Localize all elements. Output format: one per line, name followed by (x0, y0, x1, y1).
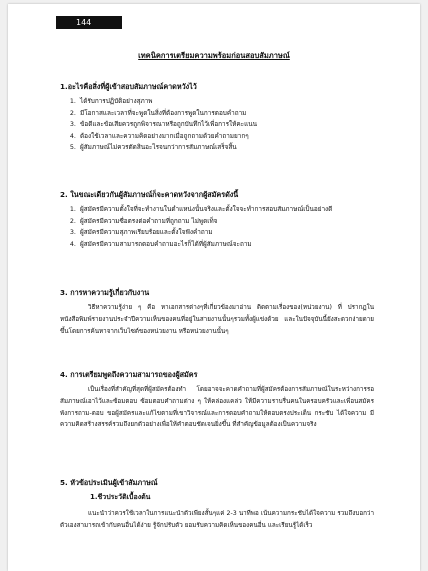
section-2 (60, 190, 374, 250)
section-4 (60, 370, 374, 431)
list-item: 4. ต้องใช้เวลาและความคิดอย่างมากเมื่อถูกถามด้วยคำถามยากๆ (78, 131, 374, 143)
list-item: 2. มีโอกาสและเวลาที่จะพูดในสิ่งที่ต้องการพูดในการตอบคำถาม (78, 108, 374, 120)
list-item: 2. ผู้สมัครมีความซื่อตรงต่อคำถามที่ถูกถาม ไม่พูดเท็จ (78, 216, 374, 228)
section-3-heading: 3. การหาความรู้เกี่ยวกับงาน (60, 288, 150, 297)
list-item: 1. ได้รับการปฏิบัติอย่างสุภาพ (78, 96, 374, 108)
page-number: 144 (56, 16, 122, 29)
section-1 (60, 82, 374, 154)
list-item: 1. ผู้สมัครมีความตั้งใจที่จะทำงานในตำแหน่งนั้นจริงและตั้งใจจะทำการสอบสัมภาษณ์เป็นอย่างดี (78, 204, 374, 216)
section-5-subheading: 1.ชีวประวัติเบื้องต้น (90, 493, 151, 501)
section-2-heading: 2. ในขณะเดียวกันผู้สัมภาษณ์ก็จะคาดหวังจากผู้สมัครดังนี้ (60, 190, 239, 199)
section-3 (60, 288, 374, 337)
list-item: 5. ผู้สัมภาษณ์ไม่ควรตัดสินอะไรจนกว่าการสัมภาษณ์เสร็จสิ้น (78, 142, 374, 154)
list-item: 4. ผู้สมัครมีความสามารถตอบคำถามอะไรก็ได้ที่ผู้สัมภาษณ์จะถาม (78, 239, 374, 251)
section-4-heading: 4. การเตรียมพูดถึงความสามารถของผู้สมัคร (60, 370, 198, 379)
section-3-paragraph (60, 302, 374, 337)
section-1-heading: 1.อะไรคือสิ่งที่ผู้เข้าสอบสัมภาษณ์คาดหวังไว้ (60, 82, 197, 91)
section-5-heading: 5. หัวข้อประเมินผู้เข้าสัมภาษณ์ (60, 478, 158, 487)
section-2-list (60, 204, 374, 250)
section-4-paragraph (60, 384, 374, 431)
section-3-text: วิธีหาความรู้ง่าย ๆ คือ หาเอกสารต่างๆที่เกี่ยวข้องมาอ่าน ติดตามเรื่องของ(หน่วยงาน) ที่ ปรากฏในหนังสือพิมพ์รายงานประจำปีความเห็นของคนที่อยู่ในสายงานนั้นๆรวมทั้งผู้แข่งด้วย และในปัจจุบันนี้ยังสะดวกง่ายดายขึ้นโดยการค้นหาจากเว็บไซต์ของหน่วยงาน หรือหน่วยงานนั้นๆ (60, 304, 374, 335)
document-page (8, 4, 420, 571)
section-1-list (60, 96, 374, 154)
list-item: 3. ผู้สมัครมีความสุภาพเรียบร้อยและตั้งใจฟังคำถาม (78, 227, 374, 239)
document-title: เทคนิคการเตรียมความพร้อมก่อนสอบสัมภาษณ์ (138, 51, 290, 60)
section-4-text: เป็นเรื่องที่สำคัญที่สุดที่ผู้สมัครต้องทำ โดยอาจจะคาดคำถามที่ผู้สมัครต้องการสัมภาษณ์ในระหว่างการรอสัมภาษณ์เอาไว้และซ้อมตอบ ซ้อมตอบคำถามต่าง ๆ ให้คล่องแคล่ว ให้มีความราบรื่นคนในครอบครัวและเพื่อนสมัครพังการถาม-ตอบ ขอผู้สมัครและแก้ไขตามที่เขาวิจารณ์และการตอบคำถามให้ตอบตรงประเด็น กระชับ ได้ใจความ มีความคิดสร้างสรรค์รวมถึงยกตัวอย่างเพื่อให้คำตอบชัดเจนยิ่งขึ้น ที่สำคัญข้อมูลต้องเป็นความจริง (60, 386, 374, 429)
section-5 (60, 478, 374, 532)
section-5-paragraph (60, 508, 374, 532)
section-5-text: แนะนำว่าควรใช้เวลาในการแนะนำตัวเพียงสั้นๆแค่ 2-3 นาทีพอ เน้นความกระชับได้ใจความ รวมถึงบอกว่าตัวเองสามารถเข้ากับคนอื่นได้ง่าย รู้จักปรับตัว ยอมรับความคิดเห็นของคนอื่น และเรียนรู้ได้เร็ว (60, 510, 374, 529)
list-item: 3. ข้อดีและข้อเสียควรถูกพิจารณาหรือถูกบันทึกไว้เพื่อการให้คะแนน (78, 119, 374, 131)
